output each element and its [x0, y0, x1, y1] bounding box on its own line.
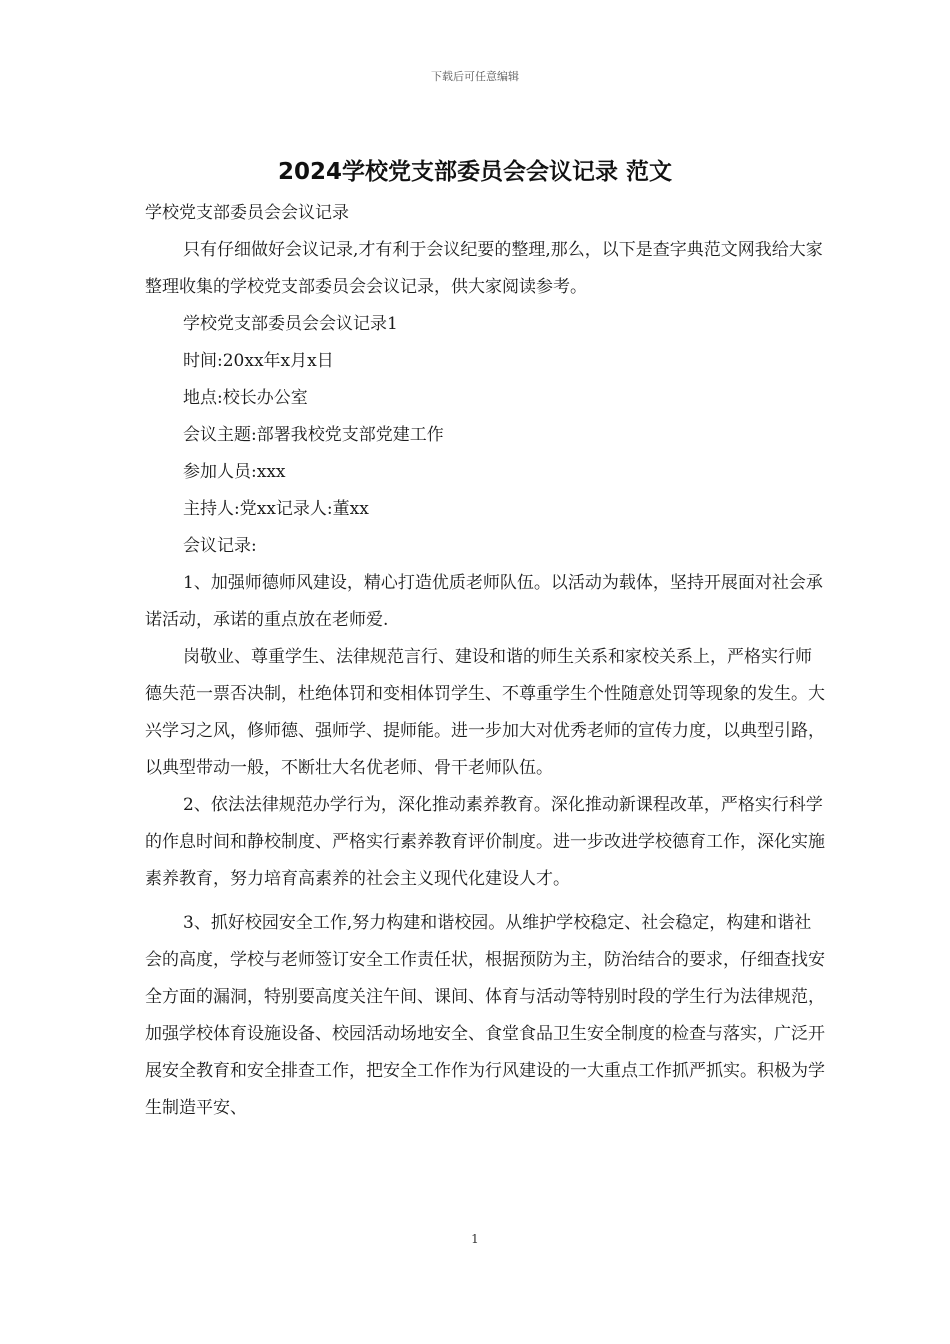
record-heading: 学校党支部委员会会议记录1 [183, 314, 398, 334]
item-1-paragraph: 1、加强师德师风建设，精心打造优质老师队伍。以活动为载体，坚持开展面对社会承诺活动，承诺的重点放在老师爱. [145, 573, 823, 630]
document-title: 2024学校党支部委员会会议记录 范文 [277, 159, 673, 185]
item-1-continued-paragraph: 岗敬业、尊重学生、法律规范言行、建设和谐的师生关系和家校关系上，严格实行师德失范一票否决制，杜绝体罚和变相体罚学生、不尊重学生个性随意处罚等现象的发生。大兴学习之风，修师德、强师学、提师能。进一步加大对优秀老师的宣传力度，以典型引路，以典型带动一般，不断壮大名优老师、骨干老师队伍。 [145, 647, 825, 778]
item-3-paragraph: 3、抓好校园安全工作,努力构建和谐校园。从维护学校稳定、社会稳定，构建和谐社会的高度，学校与老师签订安全工作责任状，根据预防为主，防治结合的要求，仔细查找安全方面的漏洞，特别要高度关注午间、课间、体育与活动等特别时段的学生行为法律规范，加强学校体育设施设备、校园活动场地安全、食堂食品卫生安全制度的检查与落实，广泛开展安全教育和安全排查工作，把安全工作作为行风建设的一大重点工作抓严抓实。积极为学生制造平安、 [145, 913, 825, 1118]
meeting-attendees: 参加人员:xxx [183, 462, 286, 482]
meeting-topic: 会议主题:部署我校党支部党建工作 [183, 425, 444, 445]
page-header: 下载后可任意编辑 [431, 70, 519, 83]
meeting-record-label: 会议记录: [183, 536, 257, 556]
document-body [145, 195, 825, 1127]
subtitle-line: 学校党支部委员会会议记录 [145, 203, 349, 223]
item-2-paragraph: 2、依法法律规范办学行为，深化推动素养教育。深化推动新课程改革，严格实行科学的作息时间和静校制度、严格实行素养教育评价制度。进一步改进学校德育工作，深化实施素养教育，努力培育高素养的社会主义现代化建设人才。 [145, 795, 825, 889]
meeting-location: 地点:校长办公室 [183, 388, 308, 408]
page-number: 1 [471, 1232, 479, 1246]
meeting-time: 时间:20xx年x月x日 [183, 351, 334, 371]
meeting-host-recorder: 主持人:党xx记录人:董xx [183, 499, 369, 519]
intro-paragraph: 只有仔细做好会议记录,才有利于会议纪要的整理,那么，以下是查字典范文网我给大家整理收集的学校党支部委员会会议记录，供大家阅读参考。 [145, 240, 823, 297]
